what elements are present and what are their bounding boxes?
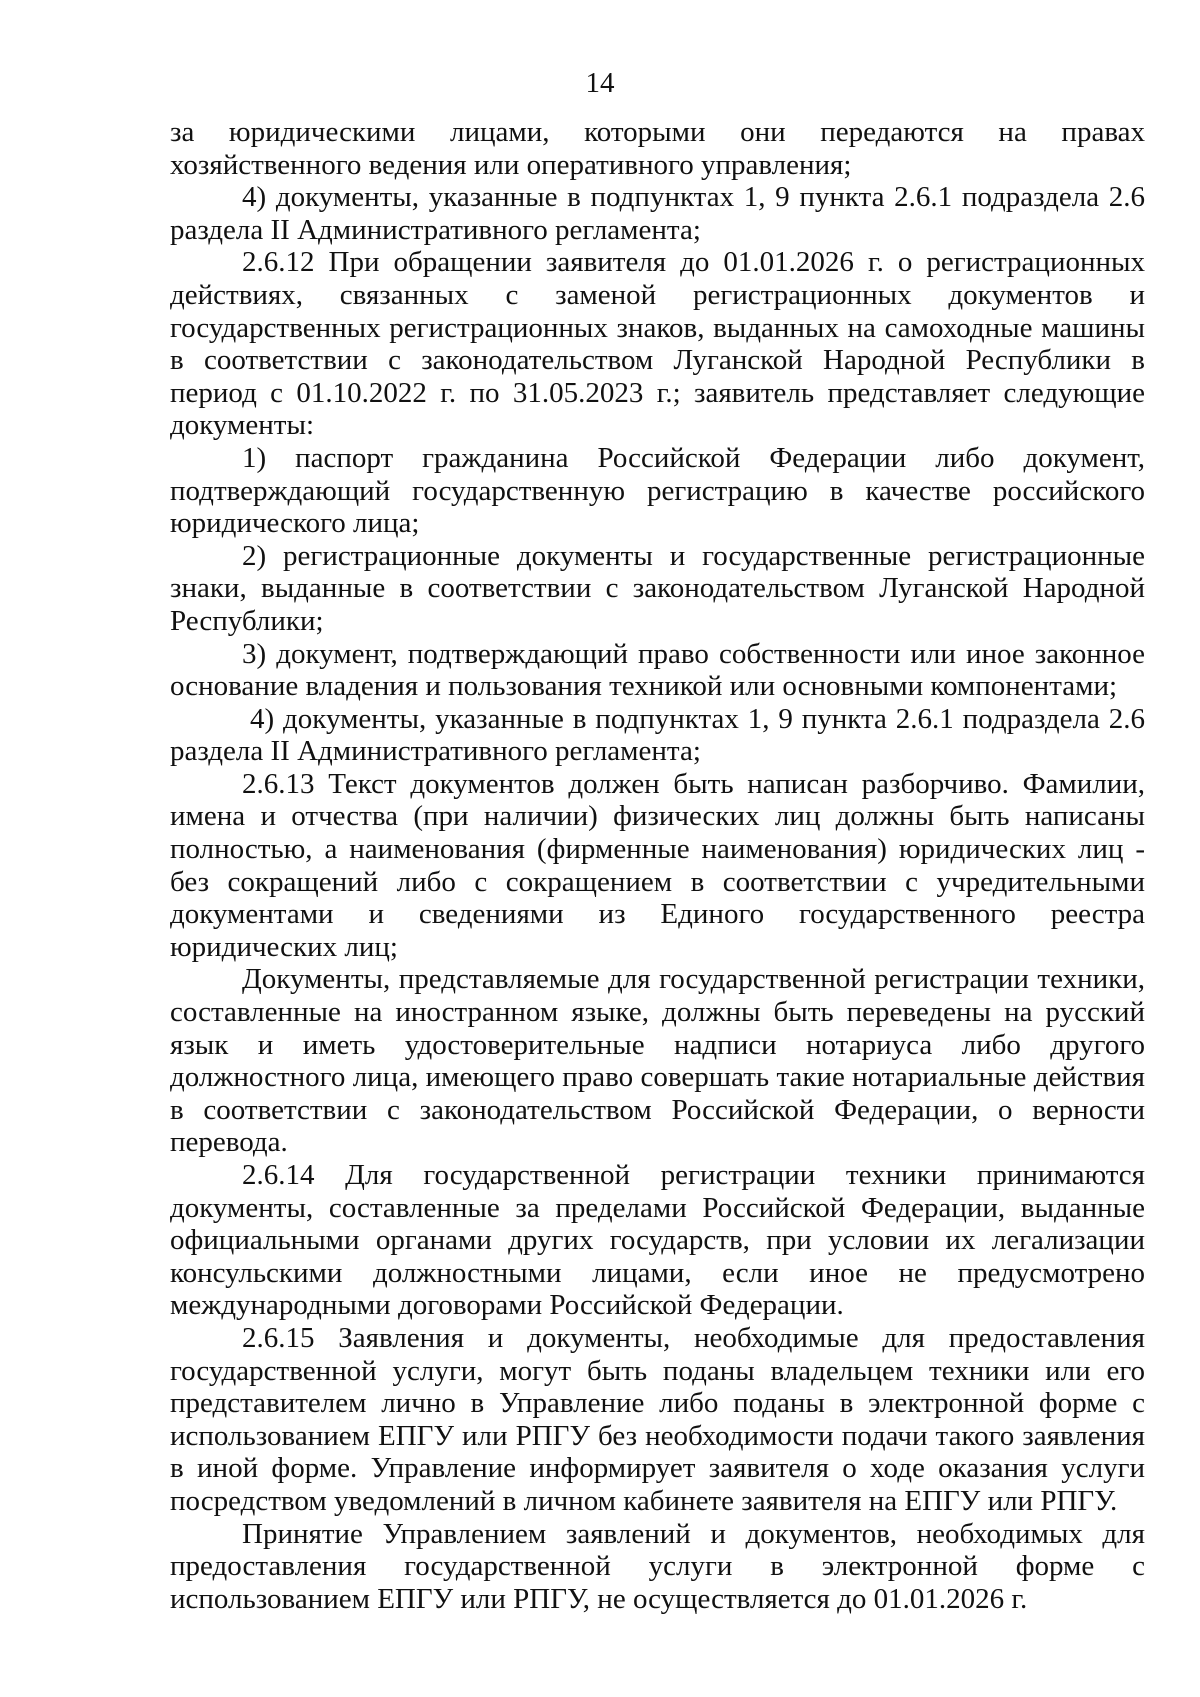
paragraph-item-4-documents: 4) документы, указанные в подпунктах 1, 9 пункта 2.6.1 подраздела 2.6 раздела II Административного регламента;: [170, 181, 1145, 246]
paragraph-continuation: за юридическими лицами, которыми они передаются на правах хозяйственного ведения или оперативного управления;: [170, 116, 1145, 181]
paragraph-item-1-passport: 1) паспорт гражданина Российской Федерации либо документ, подтверждающий государственную регистрацию в качестве российского юридического лица;: [170, 441, 1145, 540]
paragraph-foreign-documents: Документы, представляемые для государственной регистрации техники, составленные на иностранном языке, должны быть переведены на русский язык и иметь удостоверительные надписи нотариуса либо другого должностного лица, имеющего право совершать такие нотариальные действия в соответствии с законодательством Российской Федерации, о верности перевода.: [170, 963, 1145, 1159]
paragraph-item-2-registration-documents: 2) регистрационные документы и государственные регистрационные знаки, выданные в соответствии с законодательством Луганской Народной Республики;: [170, 539, 1145, 637]
paragraph-item-4-documents-repeat: 4) документы, указанные в подпунктах 1, 9 пункта 2.6.1 подраздела 2.6 раздела II Административного регламента;: [170, 702, 1145, 768]
paragraph-2-6-12: 2.6.12 При обращении заявителя до 01.01.2026 г. о регистрационных действиях, связанных с заменой регистрационных документов и государственных регистрационных знаков, выданных на самоходные машины в соответствии с законодательством Луганской Народной Республики в период с 01.10.2022 г. по 31.05.2023 г.; заявитель представляет следующие документы:: [170, 246, 1145, 442]
paragraph-2-6-15: 2.6.15 Заявления и документы, необходимые для предоставления государственной услуги, могут быть поданы владельцем техники или его представителем лично в Управление либо поданы в электронной форме с использованием ЕПГУ или РПГУ без необходимости подачи такого заявления в иной форме. Управление информирует заявителя о ходе оказания услуги посредством уведомлений в личном кабинете заявителя на ЕПГУ или РПГУ.: [170, 1321, 1145, 1517]
page-number: 14: [585, 67, 615, 99]
paragraph-acceptance-note: Принятие Управлением заявлений и документов, необходимых для предоставления государственной услуги в электронной форме с использованием ЕПГУ или РПГУ, не осуществляется до 01.01.2026 г.: [170, 1517, 1145, 1615]
paragraph-2-6-13: 2.6.13 Текст документов должен быть написан разборчиво. Фамилии, имена и отчества (при наличии) физических лиц должны быть написаны полностью, а наименования (фирменные наименования) юридических лиц - без сокращений либо с сокращением в соответствии с учредительными документами и сведениями из Единого государственного реестра юридических лиц;: [170, 767, 1145, 963]
paragraph-item-3-ownership-document: 3) документ, подтверждающий право собственности или иное законное основание владения и пользования техникой или основными компонентами;: [170, 637, 1145, 703]
document-body: [170, 116, 1145, 1615]
paragraph-2-6-14: 2.6.14 Для государственной регистрации техники принимаются документы, составленные за пределами Российской Федерации, выданные официальными органами других государств, при условии их легализации консульскими должностными лицами, если иное не предусмотрено международными договорами Российской Федерации.: [170, 1159, 1145, 1322]
